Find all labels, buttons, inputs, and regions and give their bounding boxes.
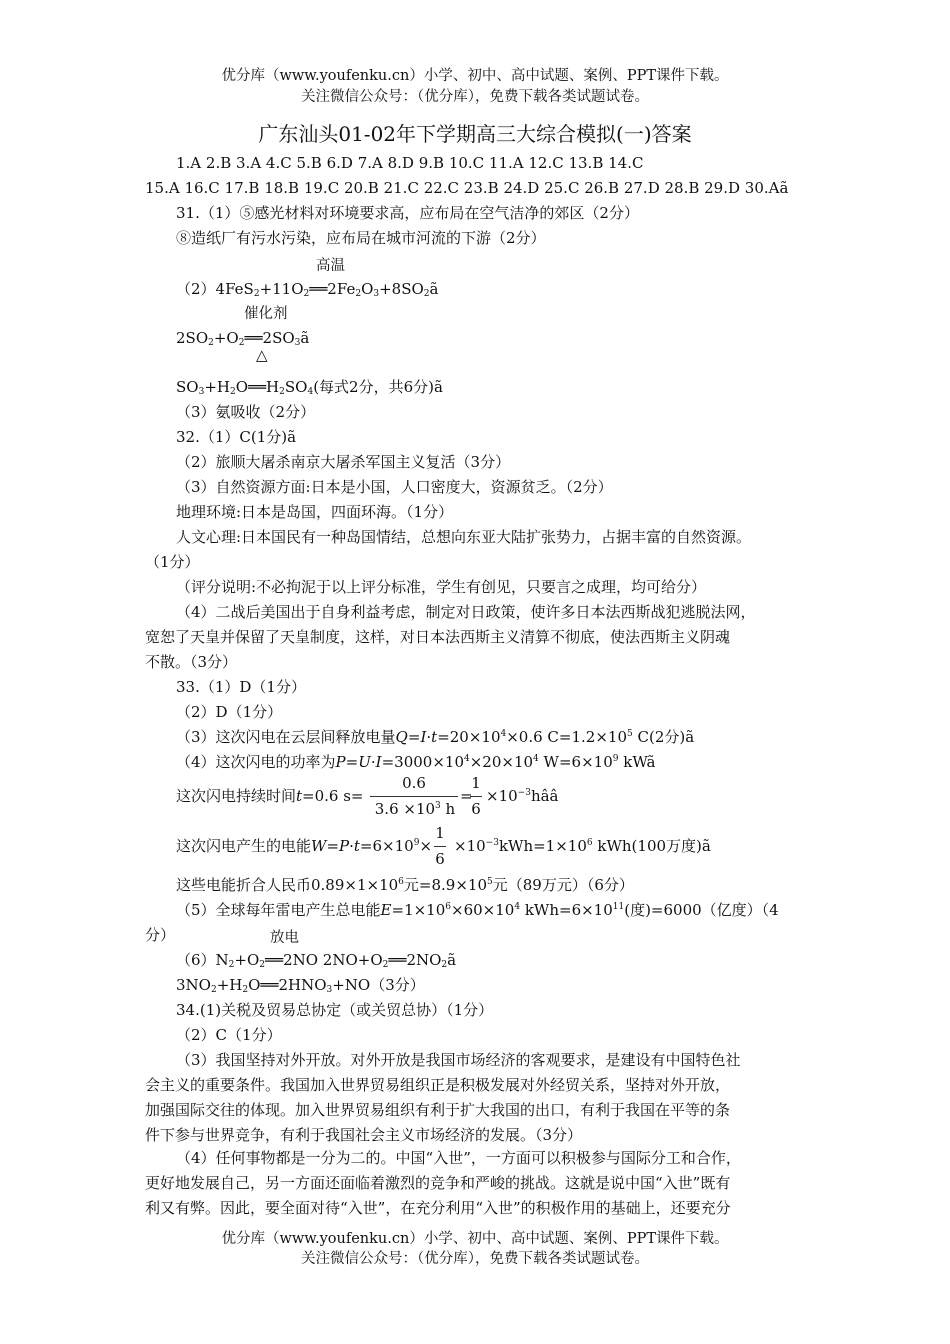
q32-answer-4-line-1: （4）二战后美国出于自身利益考虑，制定对日政策，使许多日本法西斯战犯逃脱法网， <box>176 603 756 621</box>
q33-answer-5-wrap: 分） <box>145 926 176 944</box>
q31-equation-1: $(2)4FeS_2+11O_2══2Fe_2O_3+8SO_2ã$ <box>176 280 439 299</box>
q31-answer-3: （3）氨吸收（2分） <box>176 403 316 421</box>
q32-answer-3c: 人文心理:日本国民有一种岛国情结，总想向东亚大陆扩张势力，占据丰富的自然资源。 <box>176 528 752 546</box>
page-title: 广东汕头01-02年下学期高三大综合模拟(一)答案 <box>258 122 692 146</box>
q34-answer-3-line-3: 加强国际交往的体现。加入世界贸易组织有利于扩大我国的出口，有利于我国在平等的条 <box>145 1101 731 1119</box>
q31-condition-high-temp: 高温 <box>316 258 345 274</box>
q33-energy-tail: $\times 10^{-3}kWh=1\times 10^6$ kWh(100万度)ã <box>454 837 711 855</box>
choice-answers-row-2: 15.A 16.C 17.B 18.B 19.C 20.B 21.C 22.C 23.B 24.D 25.C 26.B 27.D 28.B 29.D 30.Aã <box>145 179 789 197</box>
q34-answer-4-line-3: 利又有弊。因此，要全面对待“入世”，在充分利用“入世”的积极作用的基础上，还要充分 <box>145 1199 731 1217</box>
q33-energy-label: 这次闪电产生的电能$W=P\cdot t=6\times 10^9\times$ <box>176 837 433 855</box>
q33-answer-4: （4）这次闪电的功率为$P=U\cdot I=3000\times 10^4\times 20\times 10^4$ $W=6\times 10^9$ kWã <box>176 753 656 771</box>
q34-answer-3-line-1: （3）我国坚持对外开放。对外开放是我国市场经济的客观要求，是建设有中国特色社 <box>176 1051 741 1069</box>
footer-line-1: 优分库（www.youfenku.cn）小学、初中、高中试题、案例、PPT课件下载。 <box>221 1231 729 1247</box>
q33-fraction-2-bar <box>470 796 482 797</box>
q34-answer-4-line-1: （4）任何事物都是一分为二的。中国“入世”，一方面可以积极参与国际分工和合作， <box>176 1149 741 1167</box>
q33-answer-3: （3）这次闪电在云层间释放电量$Q=I\cdot t=20\times 10^4\times 0.6$ $C=1.2\times 10^5$ C(2分)ã <box>176 728 695 746</box>
q33-fraction-3-denominator: 6 <box>435 850 445 868</box>
choice-answers-row-1: 1.A 2.B 3.A 4.C 5.B 6.D 7.A 8.D 9.B 10.C 11.A 12.C 13.B 14.C <box>176 154 644 172</box>
q33-answer-5: （5）全球每年雷电产生总电能$E=1\times 10^6\times 60\times 10^4$ $kWh=6\times 10^{11}$(度)=6000（亿度）（4 <box>176 901 779 919</box>
footer-line-2: 关注微信公众号：（优分库），免费下载各类试题试卷。 <box>301 1251 649 1267</box>
q31-equation-2: $2SO_2+O_2══2SO_3ã$ <box>176 329 310 348</box>
q31-answer-1b: ⑧造纸厂有污水污染，应布局在城市河流的下游（2分） <box>176 229 546 247</box>
header-line-1: 优分库（www.youfenku.cn）小学、初中、高中试题、案例、PPT课件下载。 <box>221 68 729 84</box>
q34-answer-3-line-2: 会主义的重要条件。我国加入世界贸易组织正是积极发展对外经贸关系，坚持对外开放， <box>145 1076 731 1094</box>
q32-answer-2: （2）旅顺大屠杀南京大屠杀军国主义复活（3分） <box>176 453 511 471</box>
q33-duration-label: 这次闪电持续时间t=0.6 s= <box>176 787 364 805</box>
q33-fraction-2-denominator: 6 <box>471 800 481 818</box>
q33-fraction-2-numerator: 1 <box>471 774 481 792</box>
q31-condition-catalyst: 催化剂 <box>244 306 288 322</box>
q32-grading-note: （评分说明:不必拘泥于以上评分标准，学生有创见，只要言之成理，均可给分） <box>176 578 707 596</box>
q33-duration-equals: = <box>460 787 473 805</box>
q32-answer-1: 32.（1）C(1分)ã <box>176 428 297 446</box>
q34-answer-4-line-2: 更好地发展自己，另一方面还面临着激烈的竞争和严峻的挑战。这就是说中国“入世”既有 <box>145 1174 731 1192</box>
q31-equation-3: $SO_3+H_2O══H_2SO_4$(每式2分，共6分)ã <box>176 378 443 397</box>
q34-answer-1: 34.(1)关税及贸易总协定（或关贸总协）（1分） <box>176 1001 494 1019</box>
q33-fraction-3-numerator: 1 <box>435 824 445 842</box>
q33-fraction-3-bar <box>434 846 446 847</box>
q33-condition-discharge: 放电 <box>270 930 299 946</box>
q33-answer-6b: $3NO_2+H_2O══2HNO_3+NO(3$分） <box>176 976 425 995</box>
q32-answer-3c-wrap: （1分） <box>145 553 200 571</box>
q34-answer-3-line-4: 件下参与世界竞争，有利于我国社会主义市场经济的发展。（3分） <box>145 1126 583 1144</box>
q31-answer-1: 31.（1）⑤感光材料对环境要求高，应布局在空气洁净的郊区（2分） <box>176 204 639 222</box>
q31-condition-heat: △ <box>256 346 268 364</box>
q34-answer-2: （2）C（1分） <box>176 1026 282 1044</box>
q32-answer-4-line-2: 宽恕了天皇并保留了天皇制度，这样，对日本法西斯主义清算不彻底，使法西斯主义阴魂 <box>145 628 731 646</box>
q32-answer-3b: 地理环境:日本是岛国，四面环海。（1分） <box>176 503 454 521</box>
q33-duration-tail: $\times 10^{-3}hââ$ <box>486 787 559 805</box>
q32-answer-4-line-3: 不散。（3分） <box>145 653 238 671</box>
q33-fraction-1-bar <box>370 796 458 797</box>
q32-answer-3: （3）自然资源方面:日本是小国，人口密度大，资源贫乏。（2分） <box>176 478 613 496</box>
q33-fraction-1-numerator: 0.6 <box>402 774 426 792</box>
q33-answer-1: 33.（1）D（1分） <box>176 678 306 696</box>
q33-fraction-1-denominator: $3.6 \times 10^3$ h <box>374 800 456 818</box>
q33-rmb-value: 这些电能折合人民币$0.89\times 1\times 10^6$元$=8.9\times 10^5$元（89万元）（6分） <box>176 876 634 894</box>
q33-answer-2: （2）D（1分） <box>176 703 283 721</box>
q33-answer-6: $(6)N_2+O_2══2NO$ $2NO+O_2══2NO_2ã$ <box>176 951 457 970</box>
header-line-2: 关注微信公众号：（优分库），免费下载各类试题试卷。 <box>301 89 649 105</box>
